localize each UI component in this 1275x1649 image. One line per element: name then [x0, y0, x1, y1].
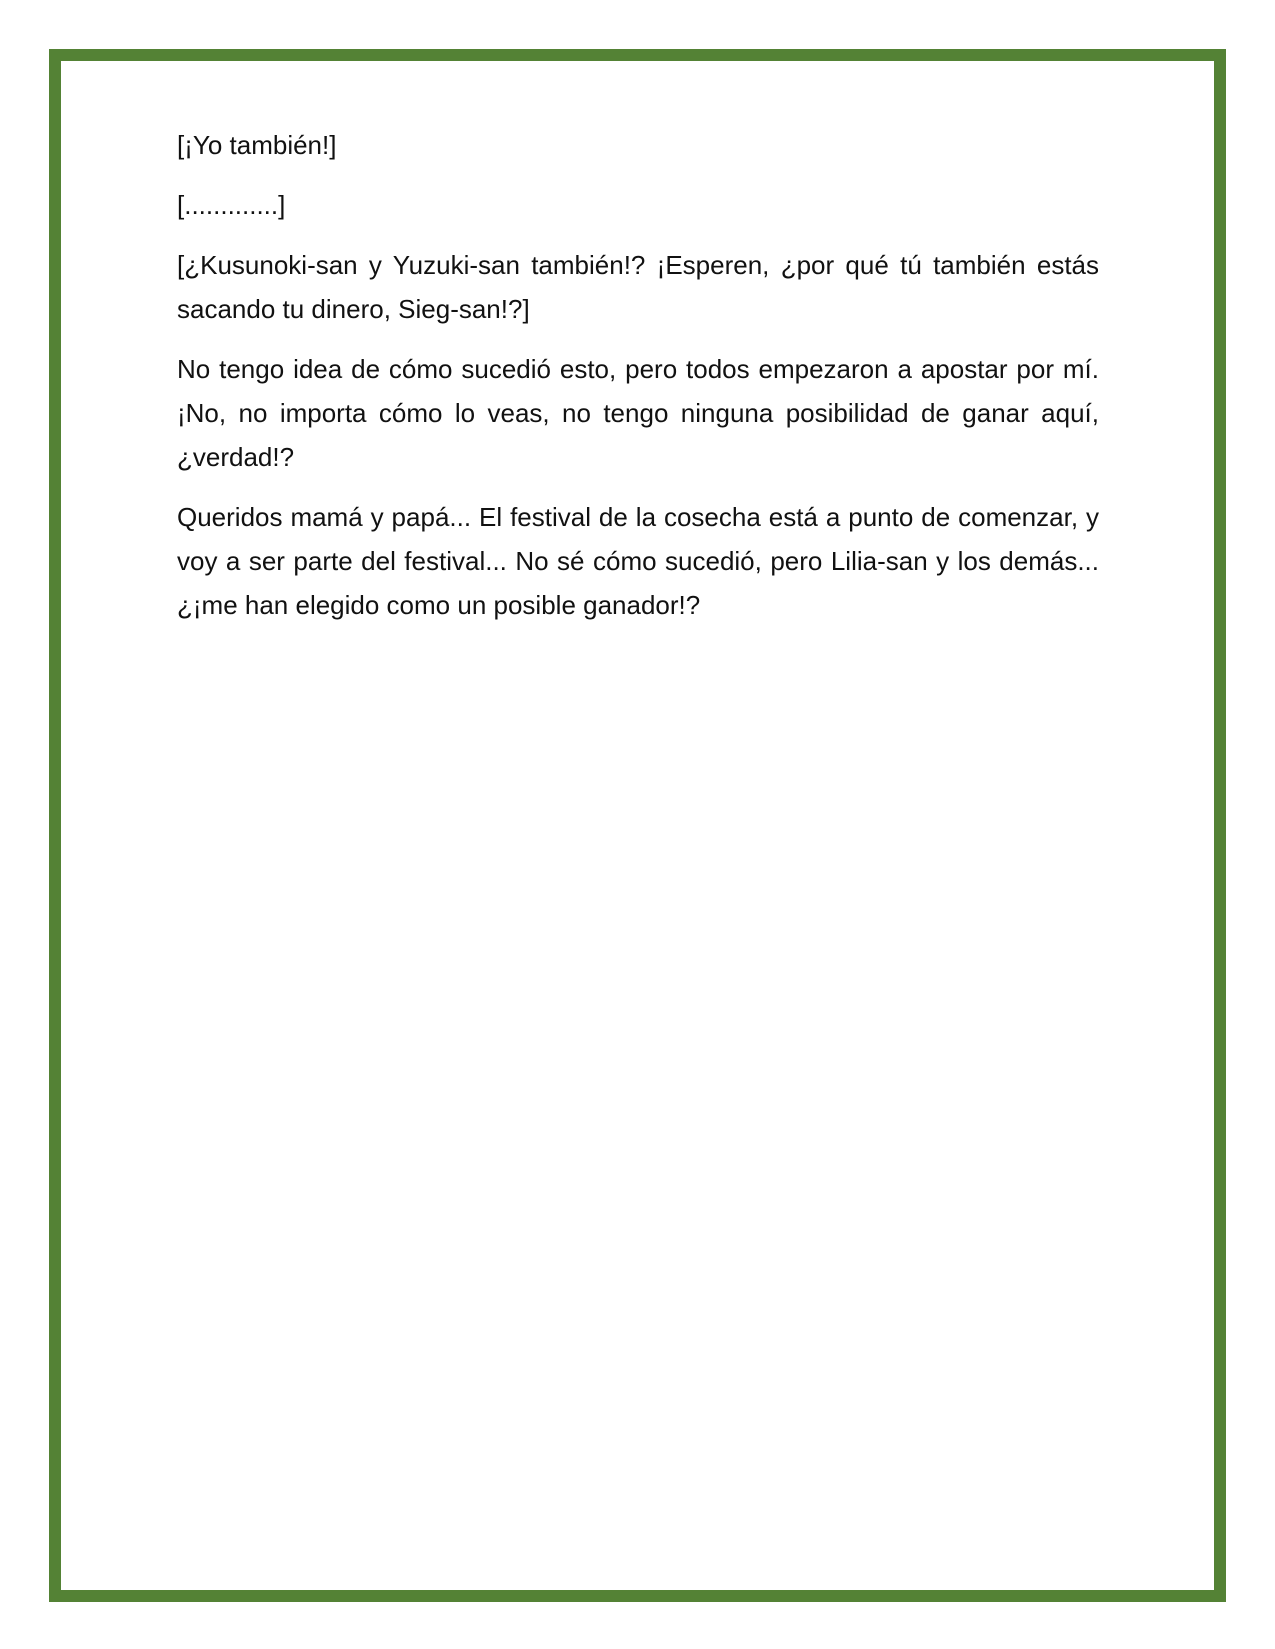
paragraph-4: No tengo idea de cómo sucedió esto, pero todos empezaron a apostar por mí. ¡No, no importa cómo lo veas, no tengo ninguna posibilidad de ganar aquí, ¿verdad!?	[177, 354, 1099, 472]
paragraph-2: [.............]	[177, 190, 286, 220]
document-body	[177, 123, 1099, 643]
paragraph-5: Queridos mamá y papá... El festival de la cosecha está a punto de comenzar, y voy a ser parte del festival... No sé cómo sucedió, pero Lilia-san y los demás... ¿¡me han elegido como un posible ganador!?	[177, 502, 1099, 620]
paragraph-1: [¡Yo también!]	[177, 130, 337, 160]
paragraph-3: [¿Kusunoki-san y Yuzuki-san también!? ¡Esperen, ¿por qué tú también estás sacando tu dinero, Sieg-san!?]	[177, 250, 1099, 324]
